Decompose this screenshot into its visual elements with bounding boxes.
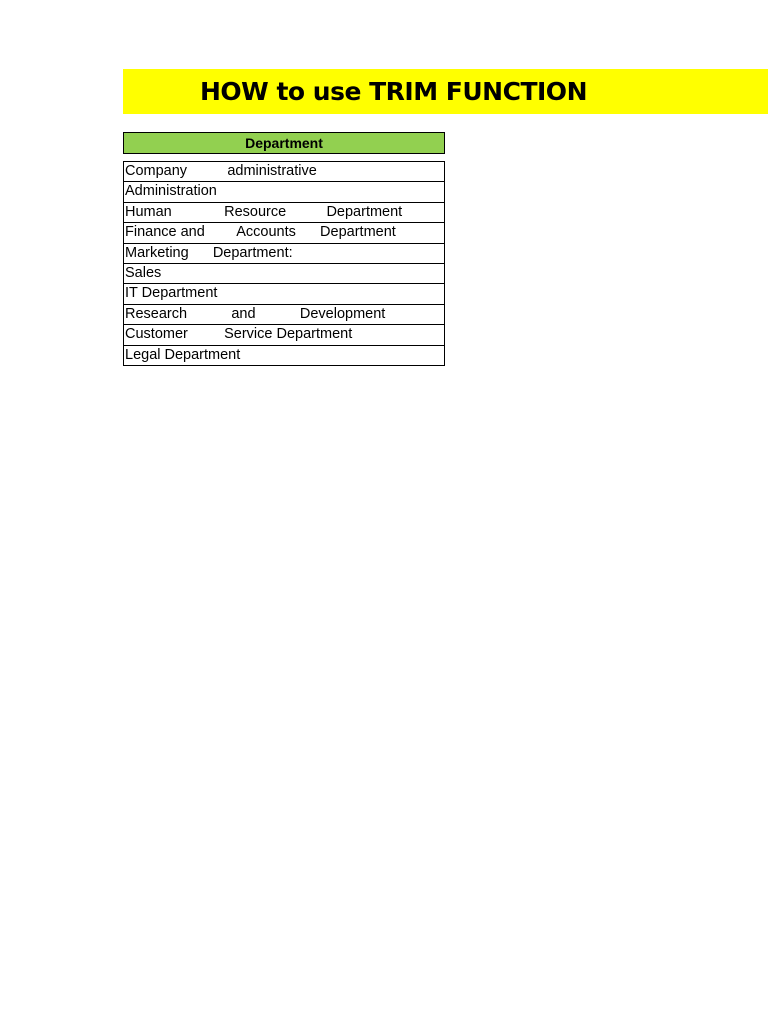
department-cell[interactable]: Administration bbox=[123, 182, 445, 202]
page-title: HOW to use TRIM FUNCTION bbox=[200, 77, 587, 106]
department-cell[interactable]: Research and Development bbox=[123, 305, 445, 325]
column-header-department[interactable]: Department bbox=[123, 132, 445, 154]
department-cell[interactable]: Sales bbox=[123, 264, 445, 284]
title-clip bbox=[200, 69, 587, 114]
department-cell[interactable]: Human Resource Department bbox=[123, 203, 445, 223]
department-cell[interactable]: Legal Department bbox=[123, 346, 445, 366]
department-cell[interactable]: IT Department bbox=[123, 284, 445, 304]
department-cell[interactable]: Marketing Department: bbox=[123, 244, 445, 264]
department-cell[interactable]: Finance and Accounts Department bbox=[123, 223, 445, 243]
department-cell[interactable]: Customer Service Department bbox=[123, 325, 445, 345]
department-cell[interactable]: Company administrative bbox=[123, 162, 445, 182]
title-cell[interactable] bbox=[123, 69, 768, 114]
department-list bbox=[123, 161, 445, 366]
